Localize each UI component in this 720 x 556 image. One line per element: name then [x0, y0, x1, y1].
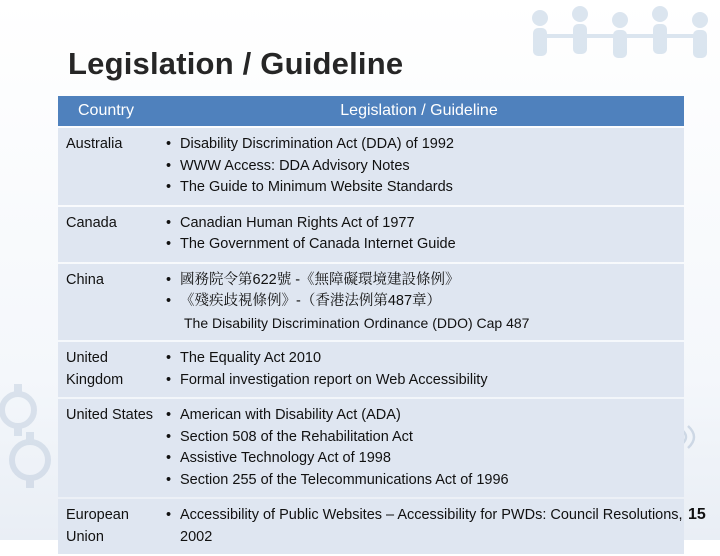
list-item: • Assistive Technology Act of 1998: [166, 448, 684, 470]
country-cell: United States: [58, 399, 154, 497]
list-item: • The Guide to Minimum Website Standards: [166, 177, 684, 199]
bullet-icon: •: [166, 507, 172, 523]
country-cell: European Union: [58, 499, 154, 554]
bullet-icon: •: [166, 450, 172, 466]
column-header-country: Country: [58, 96, 154, 126]
slide-title: Legislation / Guideline: [68, 46, 404, 81]
list-item: • The Equality Act 2010: [166, 348, 684, 370]
country-cell: Australia: [58, 128, 154, 205]
table-row: [58, 399, 684, 497]
country-cell: China: [58, 264, 154, 341]
list-item: • Section 508 of the Rehabilitation Act: [166, 427, 684, 449]
bullet-icon: •: [166, 214, 172, 231]
list-item: • Canadian Human Rights Act of 1977: [166, 213, 684, 235]
legislation-cell: [154, 207, 684, 262]
legislation-cell: [154, 342, 684, 397]
country-cell: United Kingdom: [58, 342, 154, 397]
bullet-icon: •: [166, 350, 172, 366]
table-row: [58, 128, 684, 205]
column-header-legislation: Legislation / Guideline: [154, 96, 684, 126]
legislation-cell: [154, 499, 684, 554]
list-item: • WWW Access: DDA Advisory Notes: [166, 156, 684, 178]
bullet-icon: •: [166, 157, 172, 174]
bullet-icon: •: [166, 293, 172, 309]
table-row: [58, 499, 684, 554]
list-item: • 國務院令第622號 -《無障礙環境建設條例》: [166, 270, 684, 292]
list-item: • Disability Discrimination Act (DDA) of 1992: [166, 134, 684, 156]
list-item: • Accessibility of Public Websites – Accessibility for PWDs: Council Resolutions, 2002: [166, 505, 684, 548]
table-header-row: [58, 96, 684, 126]
legislation-cell: [154, 399, 684, 497]
legislation-cell: [154, 128, 684, 205]
bullet-icon: •: [166, 236, 172, 252]
bullet-icon: •: [166, 407, 172, 423]
people-chain-icon: [500, 0, 720, 90]
page-number: 15: [688, 506, 706, 523]
list-item: • American with Disability Act (ADA): [166, 405, 684, 427]
table-row: [58, 207, 684, 262]
country-cell: Canada: [58, 207, 154, 262]
table-row: [58, 264, 684, 341]
list-item: • Formal investigation report on Web Accessibility: [166, 370, 684, 392]
list-item-subtext: The Disability Discrimination Ordinance (DDO) Cap 487: [184, 314, 530, 331]
bullet-icon: •: [166, 428, 172, 445]
table-row: [58, 342, 684, 397]
bullet-icon: •: [166, 179, 172, 195]
list-item: • The Government of Canada Internet Guide: [166, 234, 684, 256]
list-item: • Section 255 of the Telecommunications Act of 1996: [166, 470, 684, 492]
legislation-cell: [154, 264, 684, 341]
list-item: • 《殘疾歧視條例》-（香港法例第487章）: [166, 291, 684, 313]
bullet-icon: •: [166, 271, 172, 288]
bullet-icon: •: [166, 371, 172, 388]
legislation-table: [58, 94, 684, 556]
bullet-icon: •: [166, 136, 172, 152]
bullet-icon: •: [166, 471, 172, 488]
